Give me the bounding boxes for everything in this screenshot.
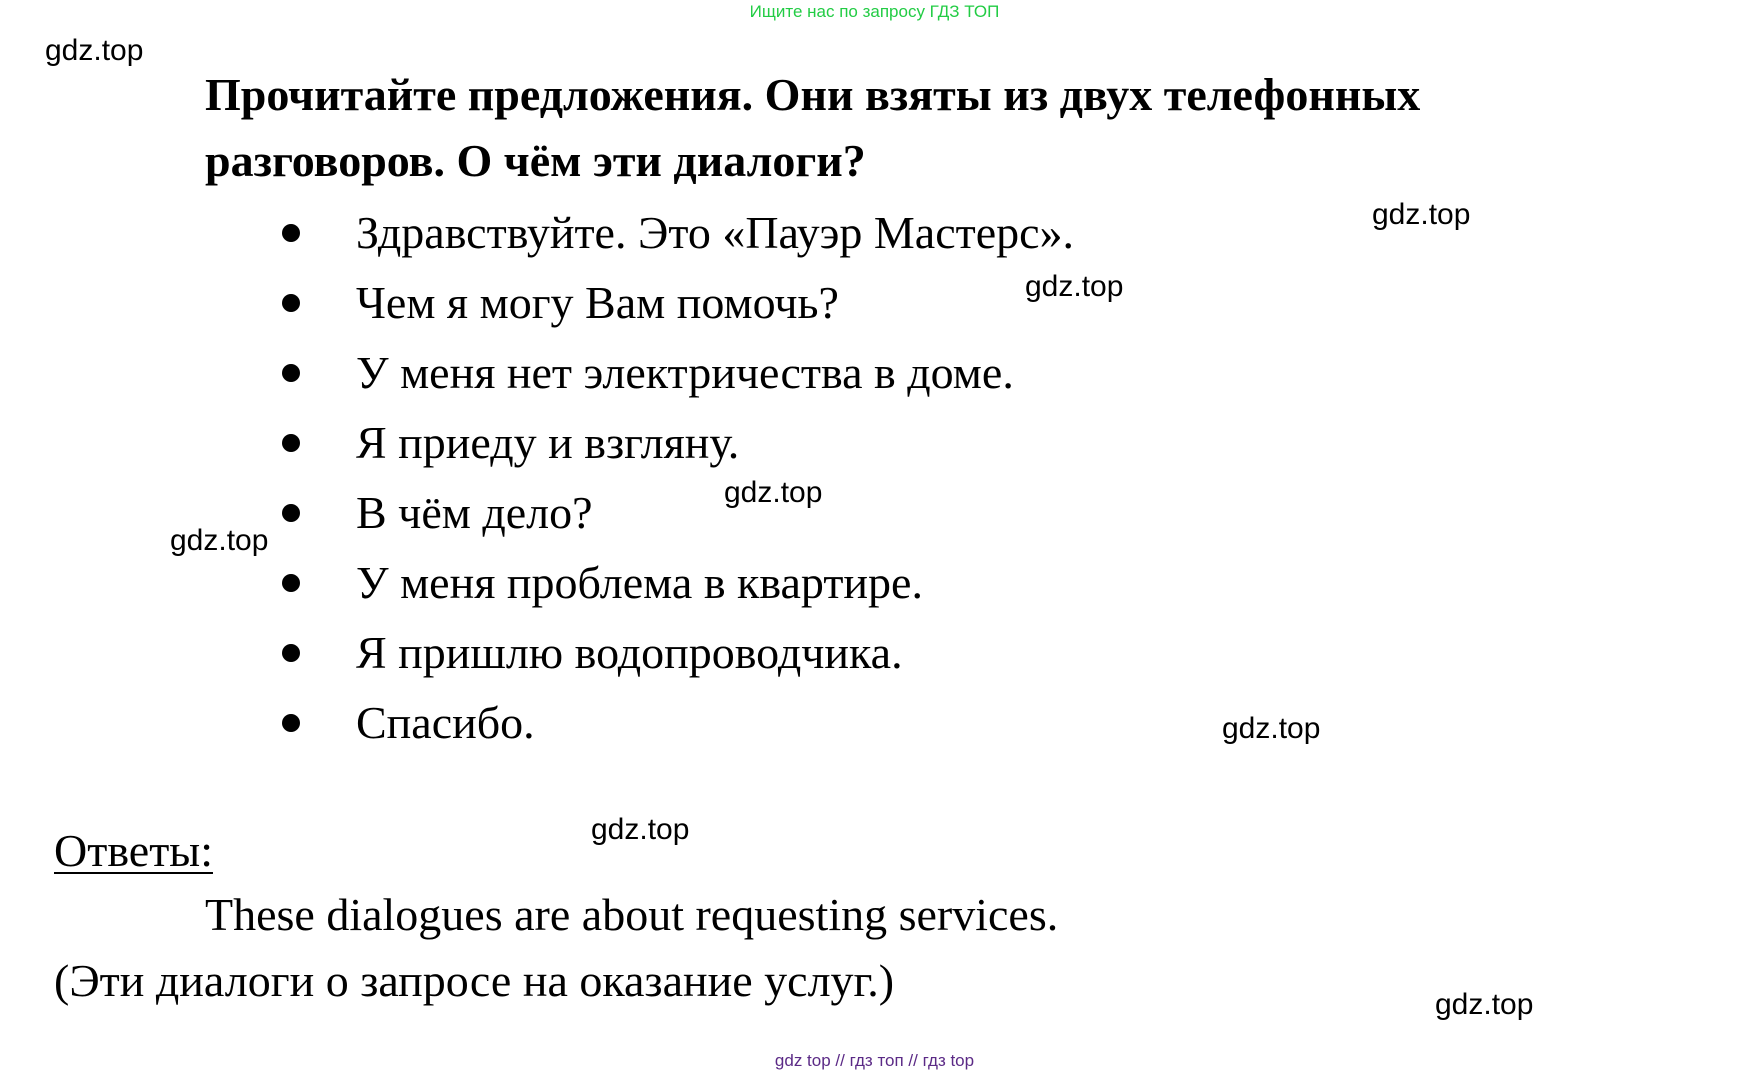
phrase-text: Спасибо. [356, 697, 535, 748]
bullet-icon [282, 364, 300, 382]
phrase-text: Я пришлю водопроводчика. [356, 627, 903, 678]
bullet-icon [282, 294, 300, 312]
phrase-text: Чем я могу Вам помочь? [356, 277, 839, 328]
watermark: gdz.top [170, 524, 269, 557]
bullet-icon [282, 574, 300, 592]
bullet-icon [282, 714, 300, 732]
phrase-text: Я приеду и взгляну. [356, 417, 740, 468]
answer-russian: (Эти диалоги о запросе на оказание услуг.) [54, 955, 895, 1006]
top-banner: Ищите нас по запросу ГДЗ ТОП [749, 2, 1000, 21]
watermark: gdz.top [724, 476, 823, 509]
task-title: Прочитайте предложения. Они взяты из двух телефонных разговоров. О чём эти диалоги? [205, 69, 1421, 186]
phrase-text: В чём дело? [356, 487, 593, 538]
watermark: gdz.top [591, 813, 690, 846]
bullet-icon [282, 224, 300, 242]
phrase-text: У меня проблема в квартире. [356, 557, 923, 608]
phrase-text: У меня нет электричества в доме. [356, 347, 1014, 398]
watermark: gdz.top [1372, 198, 1471, 231]
bullet-icon [282, 504, 300, 522]
footer-links: gdz top // гдз топ // гдз top [774, 1051, 975, 1070]
watermark: gdz.top [1435, 988, 1534, 1021]
watermark: gdz.top [1025, 270, 1124, 303]
watermark: gdz.top [45, 34, 144, 67]
answer-english: These dialogues are about requesting services. [205, 889, 1059, 940]
bullet-icon [282, 644, 300, 662]
bullet-icon [282, 434, 300, 452]
answers-heading: Ответы: [54, 825, 213, 876]
watermark: gdz.top [1222, 712, 1321, 745]
phrase-text: Здравствуйте. Это «Пауэр Мастерс». [356, 207, 1075, 258]
